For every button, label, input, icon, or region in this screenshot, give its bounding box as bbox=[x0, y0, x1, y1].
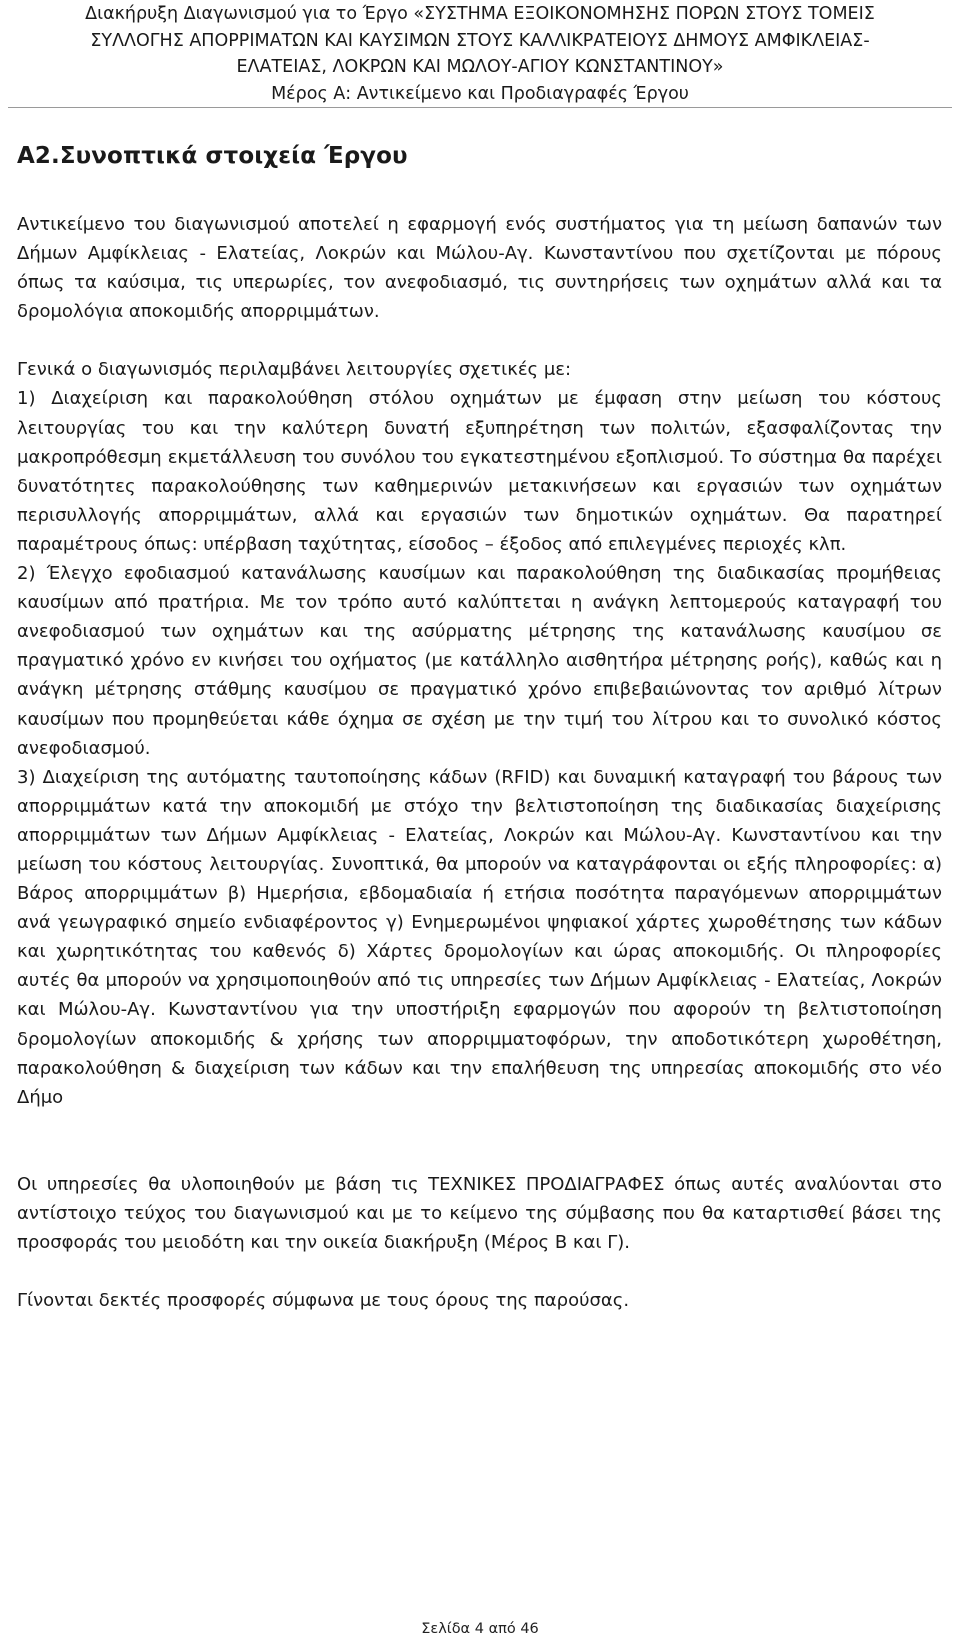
services-paragraph: Οι υπηρεσίες θα υλοποιηθούν με βάση τις ΤΕΧΝΙΚΕΣ ΠΡΟΔΙΑΓΡΑΦΕΣ όπως αυτές αναλύονται στο αντίστοιχο τεύχος του διαγωνισμού και με το κείμενο της σύμβασης που θα καταρτισθεί βάσει της προσφοράς του μειοδότη και την οικεία διακήρυξη (Μέρος Β και Γ). bbox=[17, 1173, 942, 1253]
offers-paragraph: Γίνονται δεκτές προσφορές σύμφωνα με τους όρους της παρούσας. bbox=[17, 1290, 630, 1312]
paragraph-spacer bbox=[17, 1112, 942, 1141]
paragraph-spacer bbox=[17, 1257, 942, 1286]
header-divider bbox=[8, 107, 952, 108]
list-item: 1) Διαχείριση και παρακολούθηση στόλου οχημάτων με έμφαση στην μείωση του κόστους λειτουργίας του και την καλύτερη δυνατή εξυπηρέτηση των πολιτών, εξασφαλίζοντας την μακροπρόθεσμη εκμετάλλευση του συνόλου του εγκατεστημένου εξοπλισμού. Το σύστημα θα παρέχει δυνατότητες παρακολούθησης των καθημερινών μετακινήσεων και εργασιών των οχημάτων περισυλλογής απορριμμάτων, αλλά και εργασιών των δημοτικών οχημάτων. Θα παρατηρεί παραμέτρους όπως: υπέρβαση ταχύτητας, είσοδος – έξοδος από επιλεγμένες περιοχές κλπ. bbox=[17, 388, 942, 555]
section-body bbox=[17, 210, 942, 1315]
lead-paragraph: Γενικά ο διαγωνισμός περιλαμβάνει λειτουργίες σχετικές με: bbox=[17, 359, 572, 381]
intro-paragraph: Αντικείμενο του διαγωνισμού αποτελεί η εφαρμογή ενός συστήματος για τη μείωση δαπανών των Δήμων Αμφίκλειας - Ελατείας, Λοκρών και Μώλου-Αγ. Κωνσταντίνου που σχετίζονται με πόρους όπως τα καύσιμα, τις υπερωρίες, τον ανεφοδιασμό, τις συντηρήσεις των οχημάτων αλλά και τα δρομολόγια αποκομιδής απορριμμάτων. bbox=[17, 214, 942, 323]
list-item: 2) Έλεγχο εφοδιασμού κατανάλωσης καυσίμων και παρακολούθηση της διαδικασίας προμήθειας καυσίμων από πρατήρια. Με τον τρόπο αυτό καλύπτεται η ανάγκη λεπτομερούς καταγραφή του ανεφοδιασμού των οχημάτων και της ασύρματης μέτρησης της κατανάλωσης καυσίμου σε πραγματικό χρόνο εν κινήσει του οχήματος (με κατάλληλο αισθητήρα μέτρησης ροής), καθώς και η ανάγκη μέτρησης στάθμης καυσίμου σε πραγματικό χρόνο επιβεβαιώνοντας τον αριθμό λίτρων καυσίμων που προμηθεύεται κάθε όχημα σε σχέση με την τιμή του λίτρου και το συνολικό κόστος ανεφοδιασμού. bbox=[17, 563, 942, 759]
list-item: 3) Διαχείριση της αυτόματης ταυτοποίησης κάδων (RFID) και δυναμική καταγραφή του βάρους των απορριμμάτων κατά την αποκομιδή με στόχο την βελτιστοποίηση της διαδικασίας διαχείρισης απορριμμάτων των Δήμων Αμφίκλειας - Ελατείας, Λοκρών και Μώλου-Αγ. Κωνσταντίνου και την μείωση του κόστους λειτουργίας. Συνοπτικά, θα μπορούν να καταγράφονται οι εξής πληροφορίες: α) Βάρος απορριμμάτων β) Ημερήσια, εβδομαδιαία ή ετήσια ποσότητα παραγόμενων απορριμμάτων ανά γεωγραφικό σημείο ενδιαφέροντος γ) Ενημερωμένοι ψηφιακοί χάρτες χωροθέτησης των κάδων και χωρητικότητας του καθενός δ) Χάρτες δρομολογίων και ώρας αποκομιδής. Οι πληροφορίες αυτές θα μπορούν να χρησιμοποιηθούν από τις υπηρεσίες των Δήμων Αμφίκλειας - Ελατείας, Λοκρών και Μώλου-Αγ. Κωνσταντίνου για την υποστήριξη εφαρμογών που αφορούν τη βελτιστοποίηση δρομολογίων αποκομιδής & χρήσης των απορριμματοφόρων, την αποδοτικότερη χωροθέτηση, παρακολούθηση & διαχείριση των κάδων και την επαλήθευση της υπηρεσίας αποκομιδής στο νέο Δήμο bbox=[17, 766, 942, 1108]
document-header bbox=[8, 0, 952, 107]
header-line: Διακήρυξη Διαγωνισμού για το Έργο «ΣΥΣΤΗΜΑ ΕΞΟΙΚΟΝΟΜΗΣΗΣ ΠΟΡΩΝ ΣΤΟΥΣ ΤΟΜΕΙΣ bbox=[85, 4, 875, 24]
header-line: ΣΥΛΛΟΓΗΣ ΑΠΟΡΡΙΜΑΤΩΝ ΚΑΙ ΚΑΥΣΙΜΩΝ ΣΤΟΥΣ ΚΑΛΛΙΚΡΑΤΕΙΟΥΣ ΔΗΜΟΥΣ ΑΜΦΙΚΛΕΙΑΣ- bbox=[90, 30, 870, 51]
paragraph-spacer bbox=[17, 326, 942, 355]
header-subtitle: Μέρος Α: Αντικείμενο και Προδιαγραφές Έργου bbox=[271, 83, 689, 104]
paragraph-spacer bbox=[17, 1141, 942, 1170]
header-line: ΕΛΑΤΕΙΑΣ, ΛΟΚΡΩΝ ΚΑΙ ΜΩΛΟΥ-ΑΓΙΟΥ ΚΩΝΣΤΑΝΤΙΝΟΥ» bbox=[236, 57, 724, 77]
page-number: Σελίδα 4 από 46 bbox=[421, 1621, 539, 1637]
section-title: Α2.Συνοπτικά στοιχεία Έργου bbox=[17, 143, 408, 169]
